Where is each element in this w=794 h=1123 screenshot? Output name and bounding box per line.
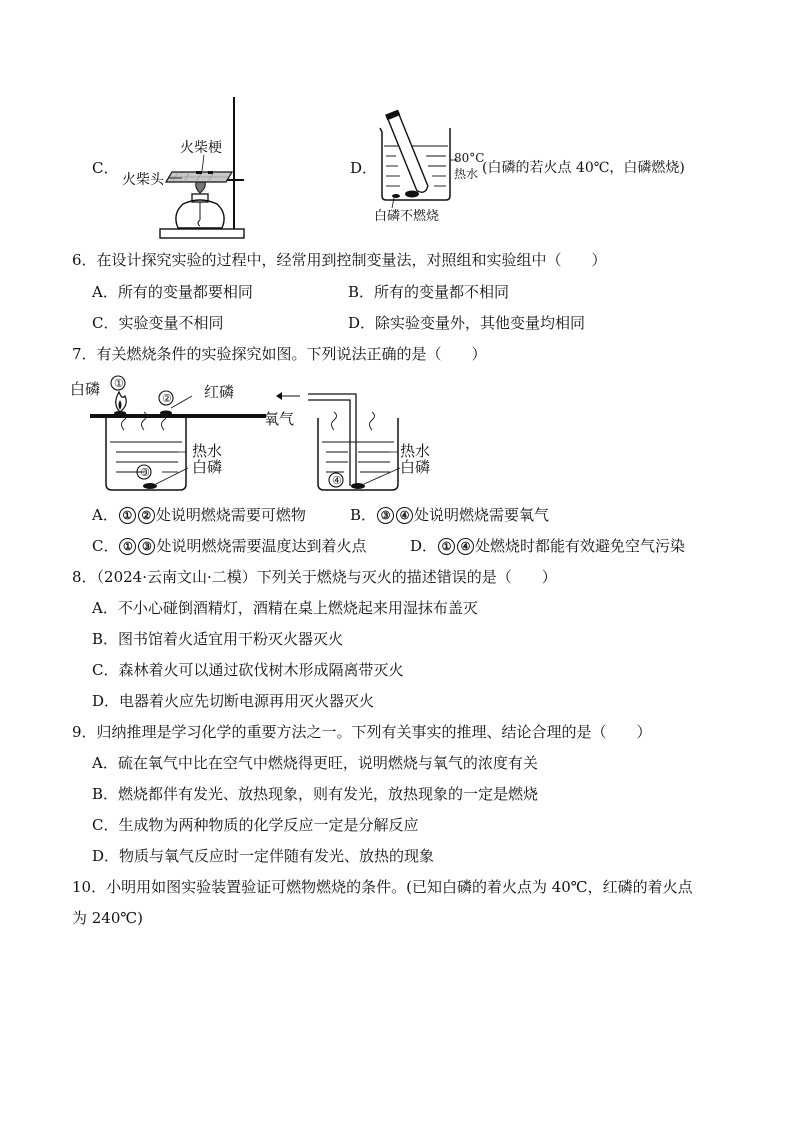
figure-combustion-beakers — [68, 372, 468, 497]
q6-option-b: B．所有的变量都不相同 — [348, 283, 510, 301]
match-stick-label: 火柴梗 — [180, 140, 222, 156]
red-phosphorus-label: 红磷 — [204, 383, 235, 401]
q8-stem: 8．（2024·云南文山·二模）下列关于燃烧与灭火的描述错误的是（ ） — [72, 568, 557, 586]
q8-option-b: B．图书馆着火适宜用干粉灭火器灭火 — [92, 630, 344, 648]
q9-option-b: B．燃烧都伴有发光、放热现象，则有发光，放热现象的一定是燃烧 — [92, 785, 539, 803]
q5-option-c-label: C． — [92, 159, 119, 177]
q9-option-d: D．物质与氧气反应时一定伴随有发光、放热的现象 — [92, 847, 435, 865]
q6-option-c: C．实验变量不相同 — [92, 314, 224, 332]
q9-option-c: C．生成物为两种物质的化学反应一定是分解反应 — [92, 816, 419, 834]
q9-option-a: A．硫在氧气中比在空气中燃烧得更旺，说明燃烧与氧气的浓度有关 — [92, 754, 538, 772]
q7-option-b: B． ③ ④ 处说明燃烧需要氧气 — [350, 506, 550, 524]
q8-option-c: C．森林着火可以通过砍伐树木形成隔离带灭火 — [92, 661, 404, 679]
phosphorus-not-burning-label: 白磷不燃烧 — [374, 209, 440, 224]
oxygen-label: 氧气 — [264, 410, 295, 428]
q10-stem-line2: 为 240℃) — [72, 909, 144, 927]
marker-2: ② — [162, 392, 172, 405]
q10-stem-line1: 10．小明用如图实验装置验证可燃物燃烧的条件。(已知白磷的着火点为 40℃，红磷的着火点 — [72, 878, 693, 896]
q7-option-c: C． ① ③ 处说明燃烧需要温度达到着火点 — [92, 537, 367, 555]
q5-option-d-note: (白磷的若火点 40℃，白磷燃烧) — [482, 160, 685, 176]
hot-water-label-2: 热水 — [400, 442, 431, 460]
q7-option-a: A． ① ② 处说明燃烧需要可燃物 — [92, 506, 306, 524]
figure-match-alcohol-lamp — [120, 92, 280, 244]
q6-stem: 6．在设计探究实验的过程中，经常用到控制变量法，对照组和实验组中（ ） — [72, 251, 607, 269]
q6-option-d: D．除实验变量外，其他变量均相同 — [348, 314, 586, 332]
hot-water-label-1: 热水 — [192, 442, 223, 460]
white-phosphorus-water-label: 白磷 — [192, 458, 223, 476]
marker-1: ① — [114, 377, 124, 390]
q5-option-d-label: D． — [350, 159, 378, 177]
q9-stem: 9．归纳推理是学习化学的重要方法之一。下列有关事实的推理、结论合理的是（ ） — [72, 723, 652, 741]
hot-water-label: 热水 — [454, 167, 479, 181]
white-phosphorus-label-2: 白磷 — [400, 458, 431, 476]
q6-option-a: A．所有的变量都要相同 — [92, 283, 253, 301]
match-head-label: 火柴头 — [122, 172, 164, 188]
white-phosphorus-label: 白磷 — [70, 380, 101, 398]
marker-4: ④ — [332, 474, 342, 487]
q7-option-d: D． ① ④ 处燃烧时都能有效避免空气污染 — [410, 537, 686, 555]
figure-test-tube-hot-water — [370, 110, 500, 225]
marker-3: ③ — [140, 466, 150, 479]
q8-option-a: A．不小心碰倒酒精灯，酒精在桌上燃烧起来用湿抹布盖灭 — [92, 599, 478, 617]
q8-option-d: D．电器着火应先切断电源再用灭火器灭火 — [92, 692, 375, 710]
q7-stem: 7．有关燃烧条件的实验探究如图。下列说法正确的是（ ） — [72, 345, 487, 363]
temp-label: 80°C — [454, 151, 485, 165]
